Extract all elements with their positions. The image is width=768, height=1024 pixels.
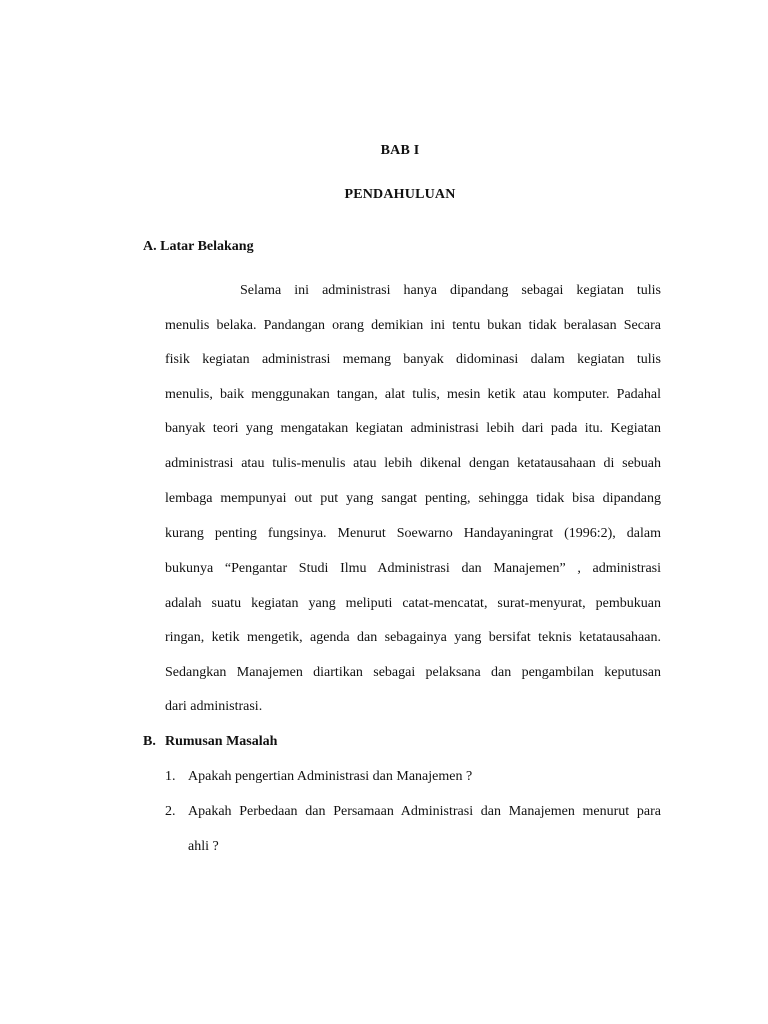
chapter-label: BAB I: [380, 143, 420, 158]
paragraph-line: menulis, baik menggunakan tangan, alat tulis, mesin ketik atau komputer. Padahal: [165, 387, 661, 402]
list-item-number: 2.: [165, 804, 176, 819]
chapter-title: PENDAHULUAN: [344, 187, 456, 202]
list-item-number: 1.: [165, 769, 176, 784]
section-b-heading: Rumusan Masalah: [165, 734, 278, 749]
paragraph-line: dari administrasi.: [165, 699, 263, 714]
paragraph-line: menulis belaka. Pandangan orang demikian ini tentu bukan tidak beralasan Secara: [165, 318, 661, 333]
section-b-letter: B.: [143, 734, 156, 749]
paragraph-line: Sedangkan Manajemen diartikan sebagai pelaksana dan pengambilan keputusan: [165, 665, 661, 680]
list-item-text: Apakah Perbedaan dan Persamaan Administrasi dan Manajemen menurut para: [188, 804, 661, 819]
list-item-text: ahli ?: [188, 839, 219, 854]
paragraph-line: lembaga mempunyai out put yang sangat penting, sehingga tidak bisa dipandang: [165, 491, 661, 506]
paragraph-line: kurang penting fungsinya. Menurut Soewarno Handayaningrat (1996:2), dalam: [165, 526, 661, 541]
paragraph-line: ringan, ketik mengetik, agenda dan sebagainya yang bersifat teknis ketatausahaan.: [165, 630, 661, 645]
section-a-heading: A. Latar Belakang: [143, 239, 254, 254]
paragraph-line: fisik kegiatan administrasi memang banyak didominasi dalam kegiatan tulis: [165, 352, 661, 367]
paragraph-line: bukunya “Pengantar Studi Ilmu Administrasi dan Manajemen” , administrasi: [165, 561, 661, 576]
paragraph-line: banyak teori yang mengatakan kegiatan administrasi lebih dari pada itu. Kegiatan: [165, 421, 661, 436]
paragraph-line: Selama ini administrasi hanya dipandang sebagai kegiatan tulis: [240, 283, 661, 298]
paragraph-line: adalah suatu kegiatan yang meliputi catat-mencatat, surat-menyurat, pembukuan: [165, 596, 661, 611]
list-item-text: Apakah pengertian Administrasi dan Manajemen ?: [188, 769, 473, 784]
paragraph-line: administrasi atau tulis-menulis atau lebih dikenal dengan ketatausahaan di sebuah: [165, 456, 661, 471]
